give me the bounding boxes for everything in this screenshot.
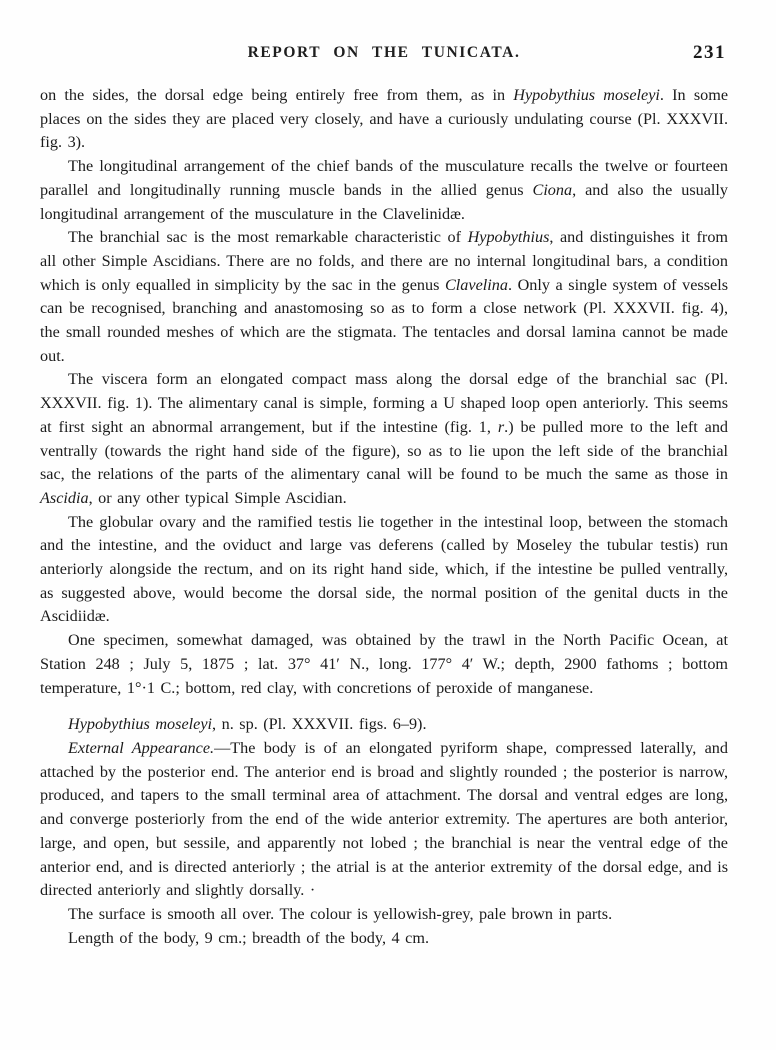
text-run: The viscera form an elongated compact mass along the dorsal edge of the branchial sac (Pl. XXXVII. fig. 1). The alimentary canal is simple, forming a U shaped loop open anteriorly. This seems at first sight an abnormal arrangement, but if the intestine (fig. 1, (40, 370, 728, 436)
text-run: The surface is smooth all over. The colour is yellowish-grey, pale brown in parts. (68, 904, 613, 923)
italic-text: Ascidia (40, 488, 89, 507)
text-run: , and also the usually longitudinal arrangement of the musculature in the Clavelinidæ. (40, 180, 729, 223)
paragraph-musculature (40, 155, 728, 226)
paragraph-external-appearance (40, 737, 728, 903)
italic-text: Ciona (532, 180, 573, 199)
italic-text: Hypobythius moseleyi (68, 715, 213, 734)
text-run: . Only a single system of vessels can be recognised, branching and anastomosing so as to form a close network (Pl. XXXVII. fig. 4), the small rounded meshes of which are the stigmata. The tentacles and dorsal lamina cannot be made out. (40, 275, 728, 365)
text-run: The branchial sac is the most remarkable characteristic of (68, 228, 468, 247)
text-run: . In some places on the sides they are placed very closely, and have a curiously undulating course (Pl. XXXVII. fig. 3). (40, 86, 729, 152)
text-run: , and distinguishes it from all other Simple Ascidians. There are no folds, and there are no internal longitudinal bars, a condition which is only equalled in simplicity by the sac in the genus (40, 228, 729, 294)
italic-text: Hypobythius (467, 228, 550, 247)
text-run: , n. sp. (Pl. XXXVII. figs. 6–9). (212, 715, 427, 734)
italic-text: r (497, 417, 505, 436)
page-body (40, 84, 728, 950)
running-head (40, 42, 728, 66)
text-run: on the sides, the dorsal edge being entirely free from them, as in (40, 86, 514, 104)
paragraph-continuation (40, 84, 728, 155)
text-run: The longitudinal arrangement of the chief bands of the musculature recalls the twelve or fourteen parallel and longitudinally running muscle bands in the allied genus (40, 157, 728, 199)
paragraph-dimensions (40, 927, 728, 951)
paragraph-viscera (40, 368, 728, 510)
italic-text: External Appearance. (68, 738, 215, 757)
paragraph-surface-colour (40, 903, 728, 927)
text-run: , or any other typical Simple Ascidian. (88, 488, 347, 507)
text-run: Length of the body, 9 cm.; breadth of the body, 4 cm. (68, 928, 429, 947)
text-run: One specimen, somewhat damaged, was obtained by the trawl in the North Pacific Ocean, at Station 248 ; July 5, 1875 ; lat. 37° 41′ N., long. 177° 4′ W.; depth, 2900 fathoms ; bottom temperature, 1°·1 C.; bottom, red clay, with concretions of peroxide of manganese. (40, 631, 728, 697)
text-run: —The body is of an elongated pyriform shape, compressed laterally, and attached by the posterior end. The anterior end is broad and slightly rounded ; the posterior is narrow, produced, and tapers to the small terminal area of attachment. The dorsal and ventral edges are long, and converge posteriorly from the end of the wide anterior extremity. The apertures are both anterior, large, and open, but sessile, and apparently not lobed ; the branchial is near the ventral edge of the anterior end, and is directed anteriorly ; the atrial is at the anterior extremity of the dorsal edge, and is directed anteriorly and slightly dorsally. · (40, 738, 728, 900)
paragraph-specimen-station (40, 629, 728, 700)
text-run: .) be pulled more to the left and ventrally (towards the right hand side of the figure), so as to lie upon the left side of the branchial sac, the relations of the parts of the alimentary canal will be found to be much the same as those in (40, 417, 729, 484)
text-run: The globular ovary and the ramified testis lie together in the intestinal loop, between the stomach and the intestine, and the oviduct and large vas deferens (called by Moseley the tubular testis) run anteriorly alongside the rectum, and on its right hand side, which, if the intestine be pulled ventrally, as suggested above, would become the dorsal side, the normal position of the genital ducts in the Ascidiidæ. (40, 512, 728, 626)
species-heading (40, 713, 728, 737)
italic-text: Hypobythius moseleyi (513, 86, 660, 104)
running-head-title: REPORT ON THE TUNICATA. (247, 44, 521, 61)
paragraph-ovary-testis (40, 511, 728, 630)
paragraph-branchial-sac (40, 226, 728, 368)
page-number: 231 (693, 42, 726, 63)
italic-text: Clavelina (445, 275, 508, 294)
